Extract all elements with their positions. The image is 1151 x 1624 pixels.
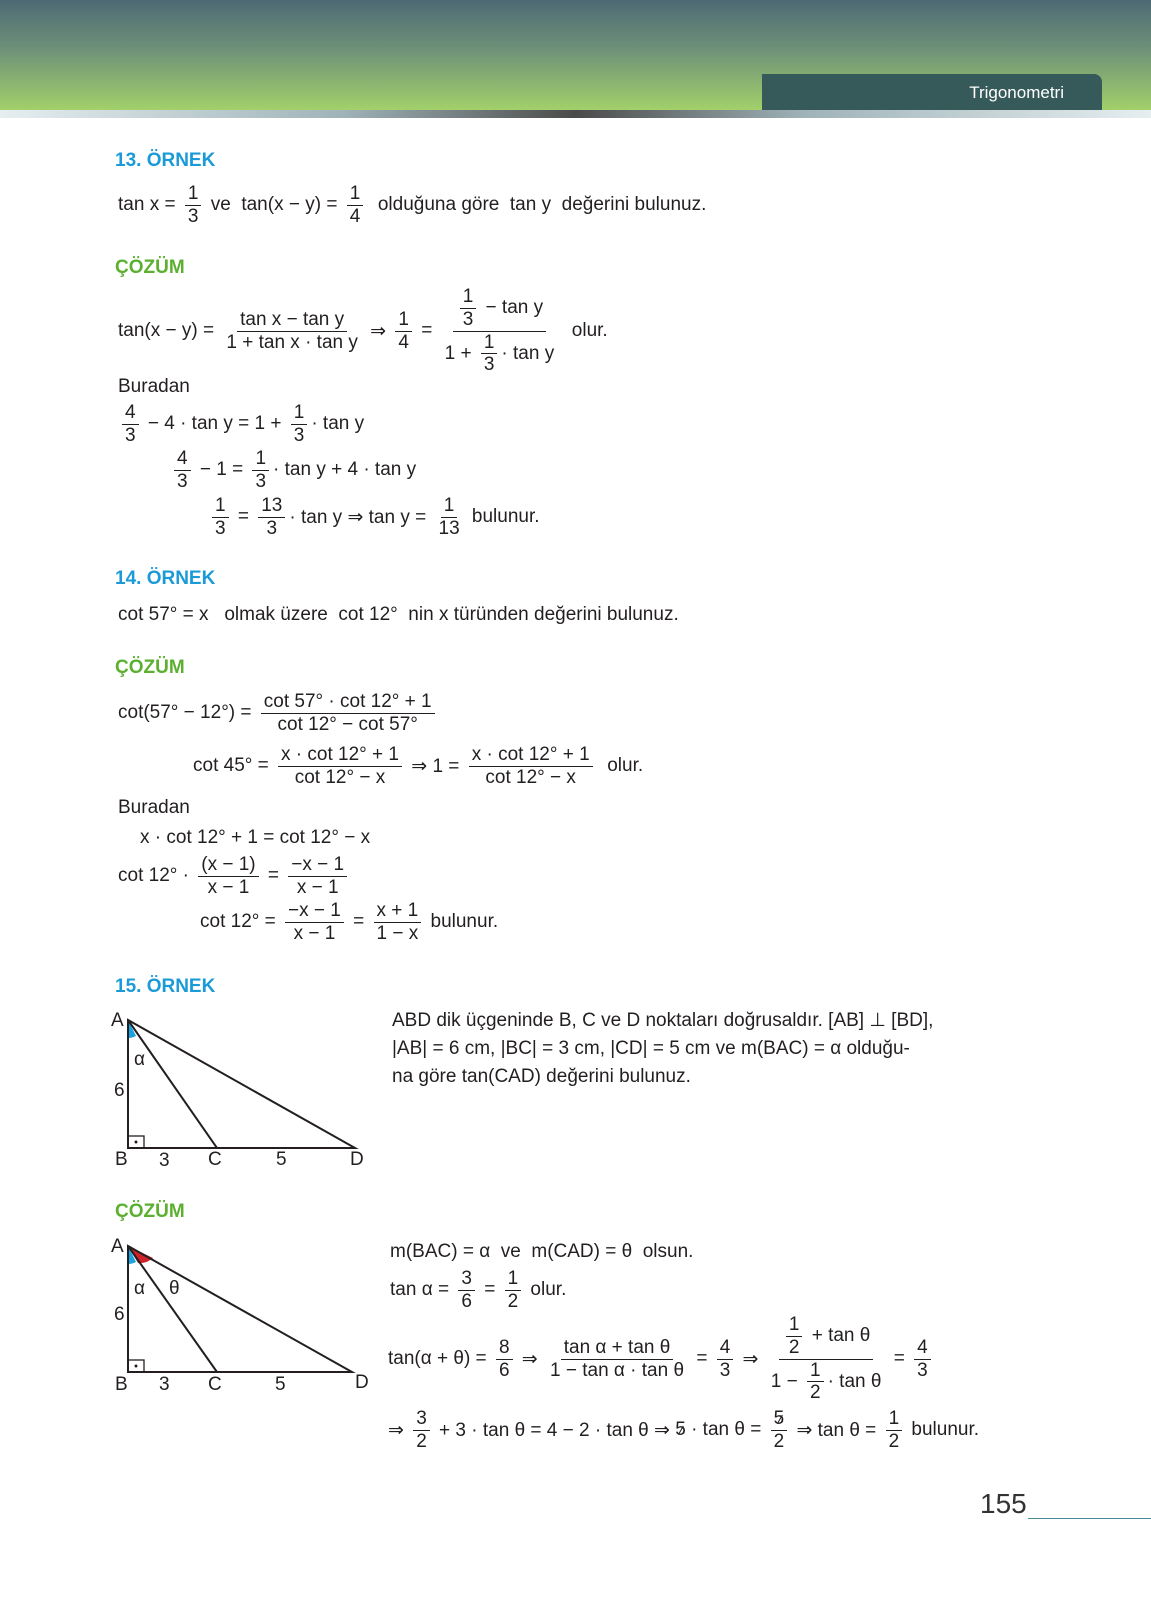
math-text: 4 <box>125 401 136 423</box>
numerator <box>914 1338 931 1360</box>
fraction <box>807 1361 824 1404</box>
math-text: 6 <box>461 1290 472 1312</box>
math-text: olur. <box>596 755 644 776</box>
denominator <box>482 767 579 788</box>
side-ab-label: 6 <box>114 1080 125 1101</box>
math-text: bulunur. <box>425 911 499 932</box>
denominator <box>252 471 269 492</box>
math-text: cot 12° · <box>118 865 195 886</box>
math-text: 1 <box>462 285 474 307</box>
math-text: 1 <box>443 494 455 516</box>
math-text: 3 <box>215 517 226 539</box>
fraction <box>496 1338 513 1381</box>
side-ab-label: 6 <box>114 1304 125 1325</box>
fraction <box>285 901 344 944</box>
numerator <box>258 496 285 518</box>
numerator <box>496 1338 513 1360</box>
numerator <box>453 287 546 332</box>
math-text: 1 − tan α · tan θ <box>550 1359 685 1381</box>
numerator <box>505 1269 522 1291</box>
denominator <box>212 518 229 539</box>
numerator <box>771 1409 788 1431</box>
numerator <box>395 310 412 332</box>
math-text: + tan θ <box>806 1325 871 1347</box>
example-15-solution-title: ÇÖZÜM <box>115 1201 185 1222</box>
side-bc-label: 3 <box>159 1150 170 1171</box>
math-text: cot 12° = <box>200 911 282 932</box>
fraction <box>481 333 498 376</box>
denominator <box>771 1431 788 1452</box>
fraction <box>413 1409 430 1452</box>
math-text: 4 <box>177 447 188 469</box>
fraction <box>278 745 402 788</box>
math-text: 13 <box>438 517 460 539</box>
math-text: cot 12° − x <box>485 766 576 788</box>
fraction <box>442 287 558 376</box>
math-text: 1 + <box>444 342 477 364</box>
math-text: 3 <box>461 1267 472 1289</box>
fraction <box>291 403 308 446</box>
numerator <box>237 310 347 332</box>
math-text: ⇒ <box>364 320 392 342</box>
math-text: 3 <box>462 308 474 330</box>
example-13-solution-title: ÇÖZÜM <box>115 257 185 278</box>
math-text: − 1 = <box>194 459 249 480</box>
math-text: cot 57° = x olmak üzere cot 12° nin x türünden değerini bulunuz. <box>118 604 679 625</box>
math-text: 2 <box>416 1430 427 1452</box>
math-text: · tan y <box>311 413 365 434</box>
alpha-label: α <box>134 1278 145 1299</box>
vertex-a-label: A <box>111 1236 124 1257</box>
math-text: 1 <box>187 182 199 204</box>
math-text: 3 <box>177 470 188 492</box>
math-text: 4 <box>349 205 361 227</box>
fraction <box>914 1338 931 1381</box>
numerator <box>261 692 435 714</box>
math-text: −x − 1 <box>288 899 341 921</box>
math-text: · tan y + 4 · tan y <box>273 459 417 480</box>
math-text: 1 − x <box>376 922 419 944</box>
denominator <box>395 332 412 353</box>
math-text: (x − 1) <box>201 853 256 875</box>
math-text: = <box>478 1279 501 1300</box>
numerator <box>174 449 191 471</box>
math-text: · tan y <box>501 342 555 364</box>
math-text: = <box>347 911 370 932</box>
fraction <box>223 310 361 353</box>
math-text: x − 1 <box>296 876 339 898</box>
numerator <box>481 333 498 355</box>
fraction <box>786 1315 803 1358</box>
header-stripe <box>0 110 1151 118</box>
math-text: 1 <box>349 182 361 204</box>
numerator <box>198 855 258 877</box>
denominator <box>122 425 139 446</box>
fraction <box>174 449 191 492</box>
math-text: = <box>232 506 255 527</box>
math-text: tan(α + θ) = <box>388 1348 492 1369</box>
math-text: = <box>262 865 285 886</box>
numerator <box>460 287 477 309</box>
math-text: 1 + tan x · tan y <box>226 331 358 353</box>
math-text: · tan y ⇒ tan y = <box>289 506 432 528</box>
math-text: olur. <box>561 320 608 341</box>
math-text: − 4 · tan y = 1 + <box>142 413 287 434</box>
denominator <box>807 1382 824 1403</box>
math-text: ⇒ <box>737 1348 764 1370</box>
math-text: 1 <box>888 1407 900 1429</box>
fraction <box>252 449 269 492</box>
denominator <box>460 309 477 330</box>
math-text: ⇒ <box>516 1348 543 1370</box>
math-text: ⇒ <box>388 1419 410 1441</box>
math-text: 3 <box>255 470 267 492</box>
numerator <box>779 1315 874 1360</box>
numerator <box>185 184 202 206</box>
vertex-c-label: C <box>208 1149 222 1170</box>
math-text: x · cot 12° + 1 = cot 12° − x <box>140 827 371 848</box>
numerator <box>278 745 402 767</box>
numerator <box>252 449 269 471</box>
math-text: 3 <box>125 424 136 446</box>
math-text: 1 <box>788 1313 800 1335</box>
math-text: · tan θ <box>827 1370 882 1392</box>
numerator <box>413 1409 430 1431</box>
example-14-title: 14. ÖRNEK <box>115 568 216 589</box>
math-text: x − 1 <box>293 922 336 944</box>
math-text: = <box>691 1348 713 1369</box>
section-title: Trigonometri <box>969 83 1064 102</box>
math-text: 3 <box>483 354 495 376</box>
example-13-title: 13. ÖRNEK <box>115 150 216 171</box>
fraction <box>395 310 412 353</box>
denominator <box>174 471 191 492</box>
math-text: 1 − <box>770 1370 803 1392</box>
theta-label: θ <box>169 1278 180 1299</box>
denominator <box>786 1337 803 1358</box>
fraction <box>460 287 477 330</box>
example-15-title: 15. ÖRNEK <box>115 976 216 997</box>
math-text: tan x = <box>118 194 181 215</box>
denominator <box>442 332 558 376</box>
math-text: ve tan(x − y) = <box>205 194 343 215</box>
math-text: tan(x − y) = <box>118 320 220 341</box>
math-text: tan α = <box>390 1279 455 1300</box>
numerator <box>347 184 364 206</box>
math-text: cot 12° − cot 57° <box>277 713 418 735</box>
math-text: tan x − tan y <box>240 308 345 330</box>
ex15-question-line-1: ABD dik üçgeninde B, C ve D noktaları doğrusaldır. [AB] ⊥ [BD], <box>392 1010 934 1031</box>
vertex-a-label: A <box>111 1010 124 1031</box>
ex15-question-line-3: na göre tan(CAD) değerini bulunuz. <box>392 1066 691 1087</box>
math-text: 3 <box>416 1407 427 1429</box>
example-14-solution-title: ÇÖZÜM <box>115 657 185 678</box>
math-text: 13 <box>261 494 283 516</box>
fraction <box>458 1269 475 1312</box>
denominator <box>185 206 202 227</box>
fraction <box>505 1269 522 1312</box>
denominator <box>505 1291 522 1312</box>
numerator <box>288 855 347 877</box>
numerator <box>374 901 422 923</box>
math-text: olur. <box>525 1279 567 1300</box>
section-tab <box>762 74 1102 110</box>
math-text: olduğuna göre tan y değerini bulunuz. <box>367 194 707 215</box>
math-text: − tan y <box>480 297 544 319</box>
fraction <box>374 901 422 944</box>
fraction <box>258 496 285 539</box>
math-text: = <box>415 320 438 341</box>
math-text: cot 45° = <box>193 755 275 776</box>
fraction <box>717 1338 734 1381</box>
page-number: 155 <box>980 1488 1027 1519</box>
denominator <box>458 1291 475 1312</box>
numerator <box>886 1409 903 1431</box>
math-text: + 3 · tan θ = 4 − 2 · tan θ ⇒ <box>433 1419 676 1441</box>
math-text: 3 <box>293 424 305 446</box>
ex15-question-line-2: |AB| = 6 cm, |BC| = 3 cm, |CD| = 5 cm ve m(BAC) = α olduğu- <box>392 1038 910 1059</box>
math-text: bulunur. <box>906 1419 980 1440</box>
denominator <box>886 1431 903 1452</box>
numerator <box>441 496 458 518</box>
denominator <box>374 923 422 944</box>
vertex-c-label: C <box>208 1374 222 1395</box>
math-text: x · cot 12° + 1 <box>281 743 399 765</box>
denominator <box>294 877 342 898</box>
math-text: 1 <box>810 1359 821 1381</box>
fraction <box>212 496 229 539</box>
math-text: = <box>888 1348 911 1369</box>
numerator <box>212 496 229 518</box>
numerator <box>458 1269 475 1291</box>
math-text: x · cot 12° + 1 <box>471 743 590 765</box>
fraction <box>261 692 435 735</box>
math-text: 2 <box>507 1290 519 1312</box>
cancelled-number: 5 <box>773 1407 785 1429</box>
vertex-b-label: B <box>115 1149 128 1170</box>
math-text: 6 <box>498 1359 510 1381</box>
math-text: 2 <box>773 1430 785 1452</box>
denominator <box>275 714 421 735</box>
math-text: bulunur. <box>466 506 540 527</box>
math-text: 2 <box>788 1336 800 1358</box>
triangle-figure-2 <box>105 1230 385 1405</box>
denominator <box>291 923 339 944</box>
math-text: cot(57° − 12°) = <box>118 702 257 723</box>
buradan-label: Buradan <box>118 376 190 397</box>
math-text: 1 <box>215 494 226 516</box>
denominator <box>768 1360 885 1404</box>
denominator <box>436 518 463 539</box>
vertex-d-label: D <box>350 1149 364 1170</box>
denominator <box>413 1431 430 1452</box>
numerator <box>285 901 344 923</box>
numerator <box>717 1338 734 1360</box>
numerator <box>807 1361 824 1383</box>
denominator <box>717 1360 734 1381</box>
math-text: 3 <box>266 517 278 539</box>
math-text: 4 <box>398 331 409 353</box>
denominator <box>347 206 364 227</box>
fraction <box>122 403 139 446</box>
denominator <box>496 1360 513 1381</box>
math-text: cot 12° − x <box>294 766 386 788</box>
math-text: x + 1 <box>376 899 419 921</box>
denominator <box>547 1360 687 1381</box>
denominator <box>292 767 389 788</box>
buradan-label: Buradan <box>118 797 190 818</box>
math-text: · tan θ = <box>685 1419 767 1440</box>
fraction <box>768 1315 885 1404</box>
math-text: 8 <box>498 1336 510 1358</box>
fraction <box>469 745 593 788</box>
fraction <box>347 184 364 227</box>
math-text: ⇒ 1 = <box>405 755 465 777</box>
side-cd-label: 5 <box>276 1149 287 1170</box>
math-text: ⇒ tan θ = <box>791 1419 882 1441</box>
denominator <box>481 354 498 375</box>
fraction <box>771 1409 788 1452</box>
side-bc-label: 3 <box>159 1374 170 1395</box>
math-text: −x − 1 <box>291 853 345 875</box>
numerator <box>469 745 593 767</box>
math-text: 1 <box>507 1267 519 1289</box>
alpha-label: α <box>134 1049 145 1070</box>
math-text: 4 <box>719 1336 731 1358</box>
math-text: 1 <box>398 308 409 330</box>
fraction <box>288 855 347 898</box>
math-text: tan α + tan θ <box>563 1336 671 1358</box>
vertex-b-label: B <box>115 1374 128 1395</box>
side-cd-label: 5 <box>275 1374 286 1395</box>
numerator <box>561 1338 674 1360</box>
math-text: 1 <box>293 401 305 423</box>
math-text: 2 <box>810 1382 821 1404</box>
page-number-rule <box>1028 1518 1151 1519</box>
math-text: 2 <box>888 1430 900 1452</box>
denominator <box>291 425 308 446</box>
denominator <box>264 518 281 539</box>
math-text: 1 <box>255 447 267 469</box>
math-text: cot 57° · cot 12° + 1 <box>263 690 432 712</box>
vertex-d-label: D <box>355 1372 369 1393</box>
fraction <box>436 496 463 539</box>
fraction <box>886 1409 903 1452</box>
math-text: 3 <box>187 205 199 227</box>
math-text: m(BAC) = α ve m(CAD) = θ olsun. <box>390 1241 694 1262</box>
fraction <box>185 184 202 227</box>
numerator <box>786 1315 803 1337</box>
triangle-figure-1 <box>105 1005 385 1180</box>
fraction <box>198 855 258 898</box>
math-text: 4 <box>917 1336 928 1358</box>
denominator <box>223 332 361 353</box>
math-text: 1 <box>483 331 495 353</box>
fraction <box>547 1338 687 1381</box>
math-text: 3 <box>719 1359 731 1381</box>
math-text: x − 1 <box>207 876 250 898</box>
denominator <box>205 877 253 898</box>
numerator <box>122 403 139 425</box>
math-text: 3 <box>917 1359 928 1381</box>
cancelled-number: 5 <box>675 1419 686 1440</box>
denominator <box>914 1360 931 1381</box>
numerator <box>291 403 308 425</box>
